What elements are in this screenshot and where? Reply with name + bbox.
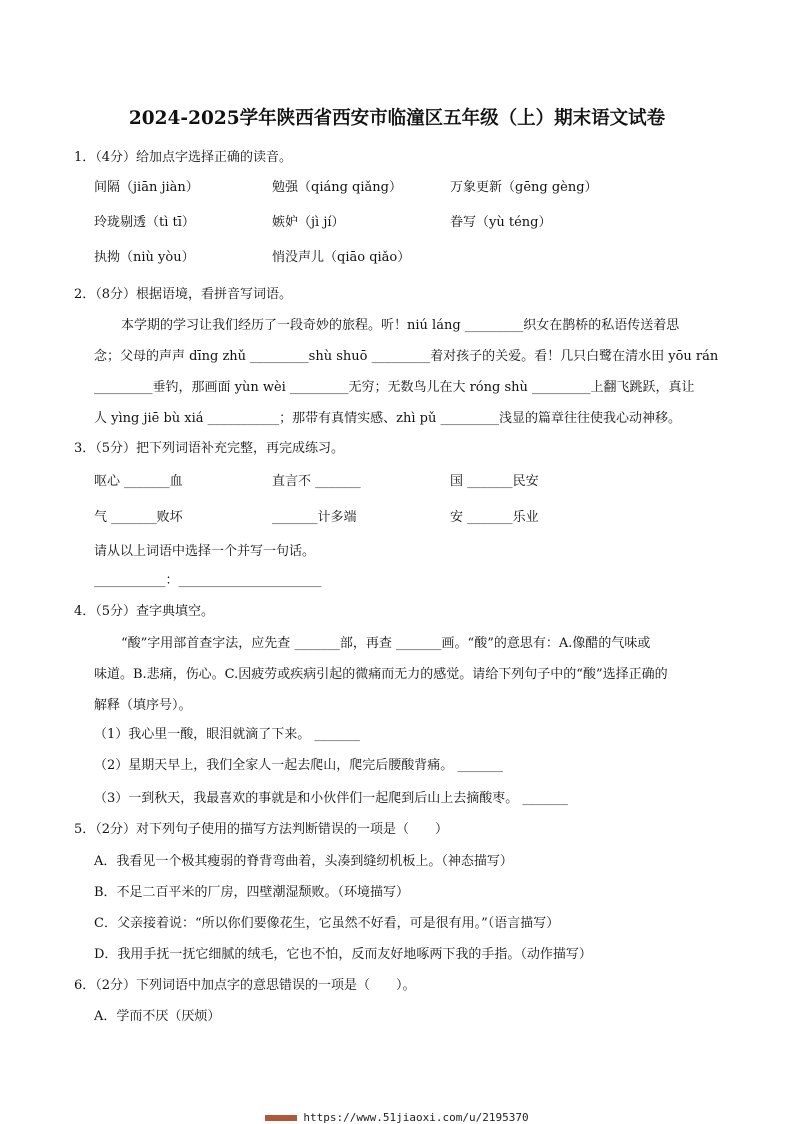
q5-option: B．不足二百平米的厂房，四壁潮湿颓败。（环境描写） [94, 885, 410, 900]
q4-sub-question: （2）星期天早上，我们全家人一起去爬山，爬完后腰酸背痛。 _______ [94, 758, 503, 773]
q2-line: 念；父母的声声 dīng zhǔ _________shù shuō _________着对孩子的关爱。看！几只白鹭在清水田 yōu rán [94, 349, 719, 364]
q4-sub-question: （1）我心里一酸，眼泪就滴了下来。 _______ [94, 727, 360, 742]
q3-item: _______计多端 [272, 510, 357, 525]
page-title: 2024-2025学年陕西省西安市临潼区五年级（上）期末语文试卷 [128, 108, 666, 129]
question-3-heading: 3．（5分）把下列词语补充完整，再完成练习。 [74, 441, 345, 456]
q4-paragraph-line: 味道。B.悲痛，伤心。C.因疲劳或疾病引起的微痛而无力的感觉。请给下列句子中的“酸”选择正确的 [94, 667, 668, 682]
question-6-heading: 6．（2分）下列词语中加点字的意思错误的一项是（ ）。 [74, 978, 416, 993]
question-5-heading: 5．（2分）对下列句子使用的描写方法判断错误的一项是（ ） [74, 822, 449, 837]
q3-answer-line: ___________：______________________ [94, 573, 322, 588]
q1-item: 玲珑剔透（tì tī） [94, 215, 195, 230]
q2-line: 本学期的学习让我们经历了一段奇妙的旅程。听！niú láng _________织女在鹊桥的私语传送着思 [121, 318, 680, 333]
q2-line: 人 yìng jiē bù xiá ___________；那带有真情实感、zhì pǔ _________浅显的篇章往往使我心动神移。 [94, 411, 682, 426]
footer [0, 1111, 794, 1124]
q4-paragraph-line: “酸”字用部首查字法，应先查 _______部，再查 _______画。“酸”的意思有：A.像醋的气味或 [121, 636, 651, 651]
q1-item: 万象更新（gēng gèng） [450, 180, 598, 195]
q1-item: 悄没声儿（qiāo qiǎo） [272, 250, 411, 265]
site-logo-icon [265, 1115, 297, 1121]
question-1-heading: 1．（4分）给加点字选择正确的读音。 [74, 150, 293, 165]
q1-item: 眷写（yù téng） [450, 215, 552, 230]
q1-item: 执拗（niù yòu） [94, 250, 195, 265]
q5-option: A．我看见一个极其瘦弱的脊背弯曲着，头凑到缝纫机板上。（神态描写） [94, 854, 513, 869]
q3-item: 国 _______民安 [450, 474, 539, 489]
question-2-heading: 2．（8分）根据语境，看拼音写词语。 [74, 287, 293, 302]
q1-item: 嫉妒（jì jí） [272, 215, 345, 230]
question-4-heading: 4．（5分）查字典填空。 [74, 604, 215, 619]
q3-item: 呕心 _______血 [94, 474, 183, 489]
q4-sub-question: （3）一到秋天，我最喜欢的事就是和小伙伴们一起爬到后山上去摘酸枣。 _______ [94, 791, 568, 806]
q6-option: A．学而不厌（厌烦） [94, 1009, 221, 1024]
q5-option: C．父亲接着说：“所以你们要像花生，它虽然不好看，可是很有用。”（语言描写） [94, 916, 560, 931]
q2-line: _________垂钓，那画面 yùn wèi _________无穷；无数鸟儿在大 róng shù _________上翻飞跳跃，真让 [94, 380, 695, 395]
q1-item: 勉强（qiáng qiǎng） [272, 180, 402, 195]
q3-item: 气 _______败坏 [94, 510, 183, 525]
footer-url[interactable]: https://www.51jiaoxi.com/u/2195370 [303, 1111, 529, 1124]
q1-item: 间隔（jiān jiàn） [94, 180, 199, 195]
q4-paragraph-line: 解释（填序号）。 [94, 698, 192, 713]
q3-instruction: 请从以上词语中选择一个并写一句话。 [94, 544, 316, 559]
q3-item: 直言不 _______ [272, 474, 361, 489]
q3-item: 安 _______乐业 [450, 510, 539, 525]
q5-option: D．我用手抚一抚它细腻的绒毛，它也不怕，反而友好地啄两下我的手指。（动作描写） [94, 947, 592, 962]
